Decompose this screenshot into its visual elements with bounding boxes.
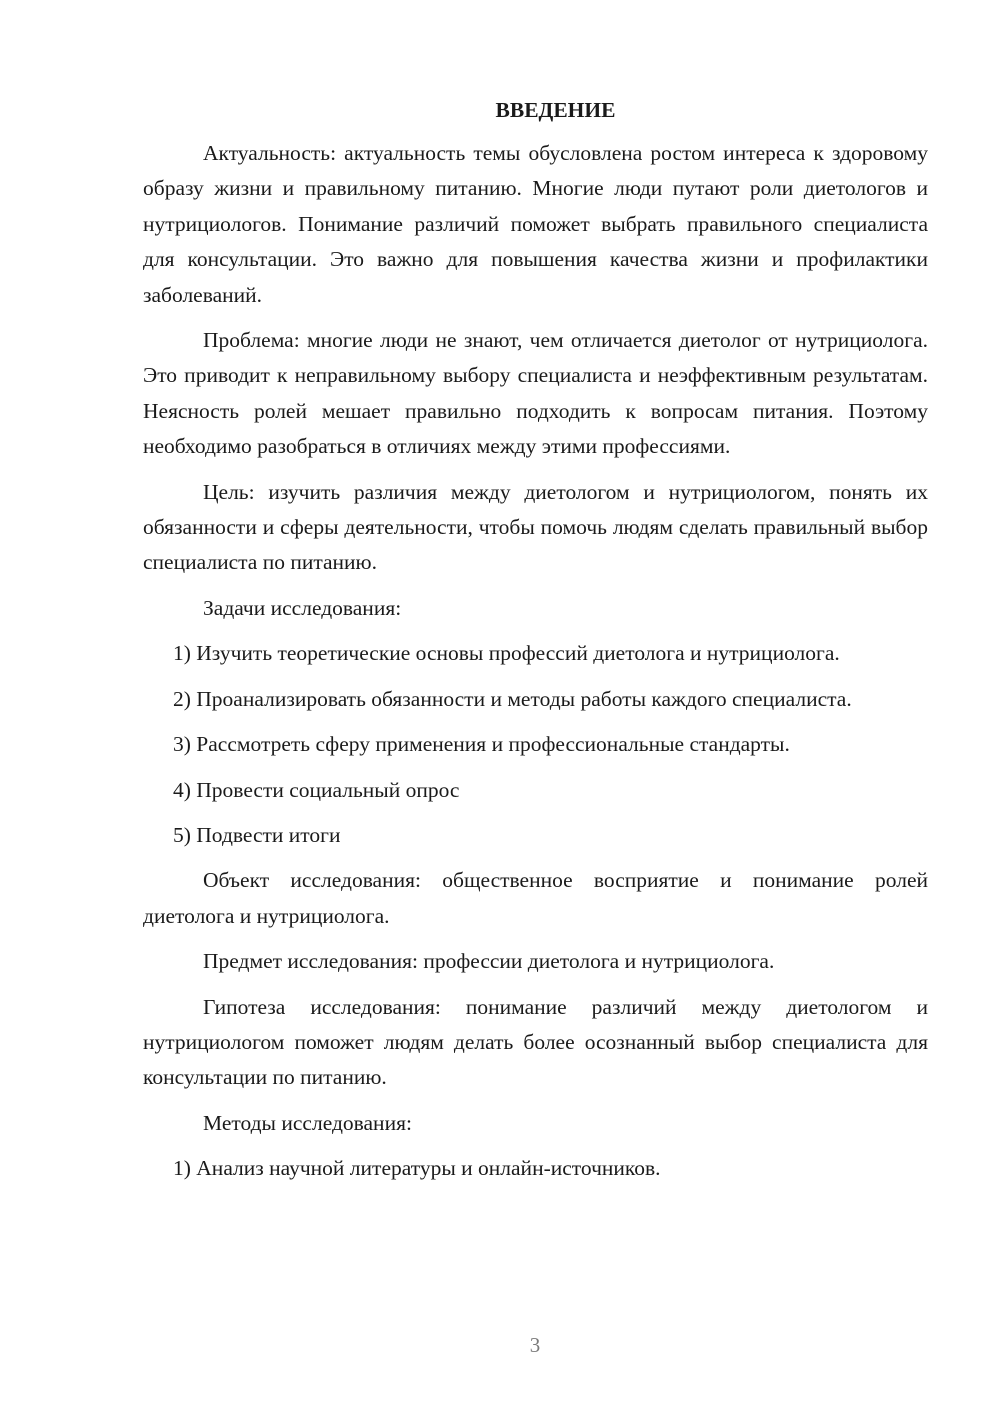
goal-paragraph: Цель: изучить различия между диетологом и нутрициологом, понять их обязанности и сферы деятельности, чтобы помочь людям сделать правильный выбор специалиста по питанию. — [143, 479, 928, 575]
method-item-1: 1) Анализ научной литературы и онлайн-источников. — [173, 1156, 661, 1181]
methods-heading: Методы исследования: — [203, 1110, 412, 1135]
object-paragraph: Объект исследования: общественное восприятие и понимание ролей диетолога и нутрициолога. — [143, 868, 928, 928]
task-item-5: 5) Подвести итоги — [173, 822, 341, 847]
task-item-2: 2) Проанализировать обязанности и методы работы каждого специалиста. — [173, 686, 852, 711]
subject-paragraph: Предмет исследования: профессии диетолога и нутрициолога. — [203, 949, 775, 974]
task-item-3: 3) Рассмотреть сферу применения и профессиональные стандарты. — [173, 732, 790, 757]
problem-paragraph: Проблема: многие люди не знают, чем отличается диетолог от нутрициолога. Это приводит к неправильному выбору специалиста и неэффективным результатам. Неясность ролей мешает правильно подходить к вопросам питания. Поэтому необходимо разобраться в отличиях между этими профессиями. — [143, 328, 928, 459]
section-title: ВВЕДЕНИЕ — [495, 98, 616, 122]
task-item-4: 4) Провести социальный опрос — [173, 777, 460, 802]
tasks-heading: Задачи исследования: — [203, 595, 402, 620]
page-body — [143, 90, 928, 1197]
relevance-paragraph: Актуальность: актуальность темы обусловлена ростом интереса к здоровому образу жизни и правильному питанию. Многие люди путают роли диетологов и нутрициологов. Понимание различий поможет выбрать правильного специалиста для консультации. Это важно для повышения качества жизни и профилактики заболеваний. — [143, 141, 928, 307]
task-item-1: 1) Изучить теоретические основы профессий диетолога и нутрициолога. — [173, 641, 840, 666]
hypothesis-paragraph: Гипотеза исследования: понимание различий между диетологом и нутрициологом поможет людям делать более осознанный выбор специалиста для консультации по питанию. — [143, 994, 928, 1090]
page-number: 3 — [529, 1333, 541, 1357]
